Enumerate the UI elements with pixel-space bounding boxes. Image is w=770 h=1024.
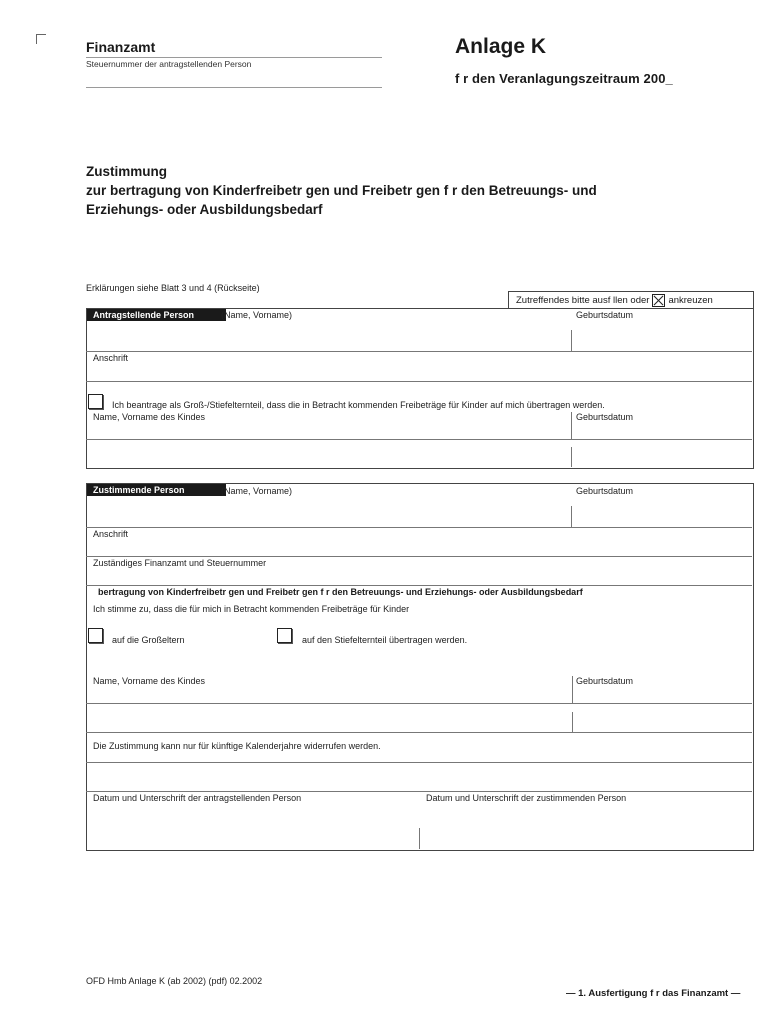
- cross-sample-icon: [652, 294, 665, 307]
- sig-antrag-label: Datum und Unterschrift der antragstellenden Person: [93, 793, 302, 803]
- section2-anschrift-field[interactable]: [87, 540, 751, 556]
- section2-kind-geburtsdatum-label: Geburtsdatum: [576, 676, 634, 686]
- section1-kind-divider-top: [571, 412, 572, 439]
- section2-uebertragung-title: bertragung von Kinderfreibetr gen und Freibetr gen f r den Betreuungs- und Erziehungs- oder Ausbildungsbedarf: [98, 587, 583, 597]
- section2-name-label: (Name, Vorname): [221, 486, 293, 496]
- section2-line-5: [86, 732, 752, 733]
- section1-kind-label: Name, Vorname des Kindes: [93, 412, 206, 422]
- sig-antrag-field[interactable]: [87, 805, 419, 848]
- section2-stiefelternteil-checkbox[interactable]: [277, 628, 292, 643]
- section2-widerruf-text: Die Zustimmung kann nur für künftige Kalenderjahre widerrufen werden.: [93, 741, 381, 751]
- section2-finanzamt-field[interactable]: [87, 570, 751, 585]
- section2-name-field[interactable]: [87, 498, 571, 527]
- footer-ausfertigung: — 1. Ausfertigung f r das Finanzamt —: [566, 988, 741, 999]
- section1-tab: Antragstellende Person: [87, 309, 226, 321]
- ankreuzen-hint: [516, 294, 713, 307]
- section1-geburtsdatum-field[interactable]: [572, 322, 751, 351]
- sig-zustimm-field[interactable]: [420, 805, 751, 848]
- section2-geburtsdatum-field[interactable]: [572, 498, 751, 527]
- page-title: Anlage K: [455, 35, 547, 58]
- section2-line-2: [86, 556, 752, 557]
- section2-anschrift-label: Anschrift: [93, 529, 129, 539]
- section2-line-7: [86, 791, 752, 792]
- heading-line-2: zur bertragung von Kinderfreibetr gen und Freibetr gen f r den Betreuungs- und: [86, 183, 597, 198]
- page-subtitle: f r den Veranlagungszeitraum 200_: [455, 71, 673, 86]
- section1-checkbox-text: Ich beantrage als Groß-/Stiefelternteil, dass die in Betracht kommenden Freibeträge für Kinder auf mich übertragen werden.: [112, 400, 605, 410]
- section1-anschrift-label: Anschrift: [93, 353, 129, 363]
- erklaerungen-note: Erklärungen siehe Blatt 3 und 4 (Rückseite): [86, 283, 260, 293]
- section2-kind-geburtsdatum-field[interactable]: [573, 704, 751, 732]
- section1-name-field[interactable]: [87, 322, 571, 351]
- section1-kind-name-field[interactable]: [87, 440, 571, 466]
- steuernummer-label: Steuernummer der antragstellenden Person: [86, 59, 252, 69]
- finanzamt-label: Finanzamt: [86, 39, 156, 55]
- section2-zustimmung-text: Ich stimme zu, dass die für mich in Betracht kommenden Freibeträge für Kinder: [93, 604, 410, 614]
- ankreuzen-text-after: ankreuzen: [668, 295, 713, 306]
- section2-line-6: [86, 762, 752, 763]
- section1-line-1: [86, 351, 752, 352]
- section2-kind-divider-top: [572, 676, 573, 703]
- section1-geburtsdatum-label: Geburtsdatum: [576, 310, 634, 320]
- section1-grosseltern-checkbox[interactable]: [88, 394, 103, 409]
- heading-line-3: Erziehungs- oder Ausbildungsbedarf: [86, 202, 323, 217]
- heading-line-1: Zustimmung: [86, 164, 167, 179]
- section2-option-grosseltern: auf die Großeltern: [112, 635, 185, 645]
- section2-grosseltern-checkbox[interactable]: [88, 628, 103, 643]
- ankreuzen-text-before: Zutreffendes bitte ausf llen oder: [516, 295, 650, 306]
- section2-option-stiefelternteil: auf den Stiefelternteil übertragen werden.: [302, 635, 468, 645]
- footer-form-id: OFD Hmb Anlage K (ab 2002) (pdf) 02.2002: [86, 976, 263, 986]
- section1-anschrift-field[interactable]: [87, 364, 751, 380]
- section2-finanzamt-label: Zuständiges Finanzamt und Steuernummer: [93, 558, 267, 568]
- sig-zustimm-label: Datum und Unterschrift der zustimmenden Person: [426, 793, 627, 803]
- section1-line-2: [86, 381, 752, 382]
- finanzamt-rule: [86, 57, 382, 58]
- section2-line-1: [86, 527, 752, 528]
- section1-kind-geburtsdatum-label: Geburtsdatum: [576, 412, 634, 422]
- section1-name-label: (Name, Vorname): [221, 310, 293, 320]
- corner-mark: [36, 34, 46, 44]
- steuernummer-field[interactable]: [86, 87, 382, 88]
- section2-line-3: [86, 585, 752, 586]
- section2-kind-label: Name, Vorname des Kindes: [93, 676, 206, 686]
- form-heading: [86, 162, 726, 219]
- section2-geburtsdatum-label: Geburtsdatum: [576, 486, 634, 496]
- section2-tab: Zustimmende Person: [87, 484, 226, 496]
- section2-kind-name-field[interactable]: [87, 704, 572, 732]
- section1-kind-geburtsdatum-field[interactable]: [572, 440, 751, 466]
